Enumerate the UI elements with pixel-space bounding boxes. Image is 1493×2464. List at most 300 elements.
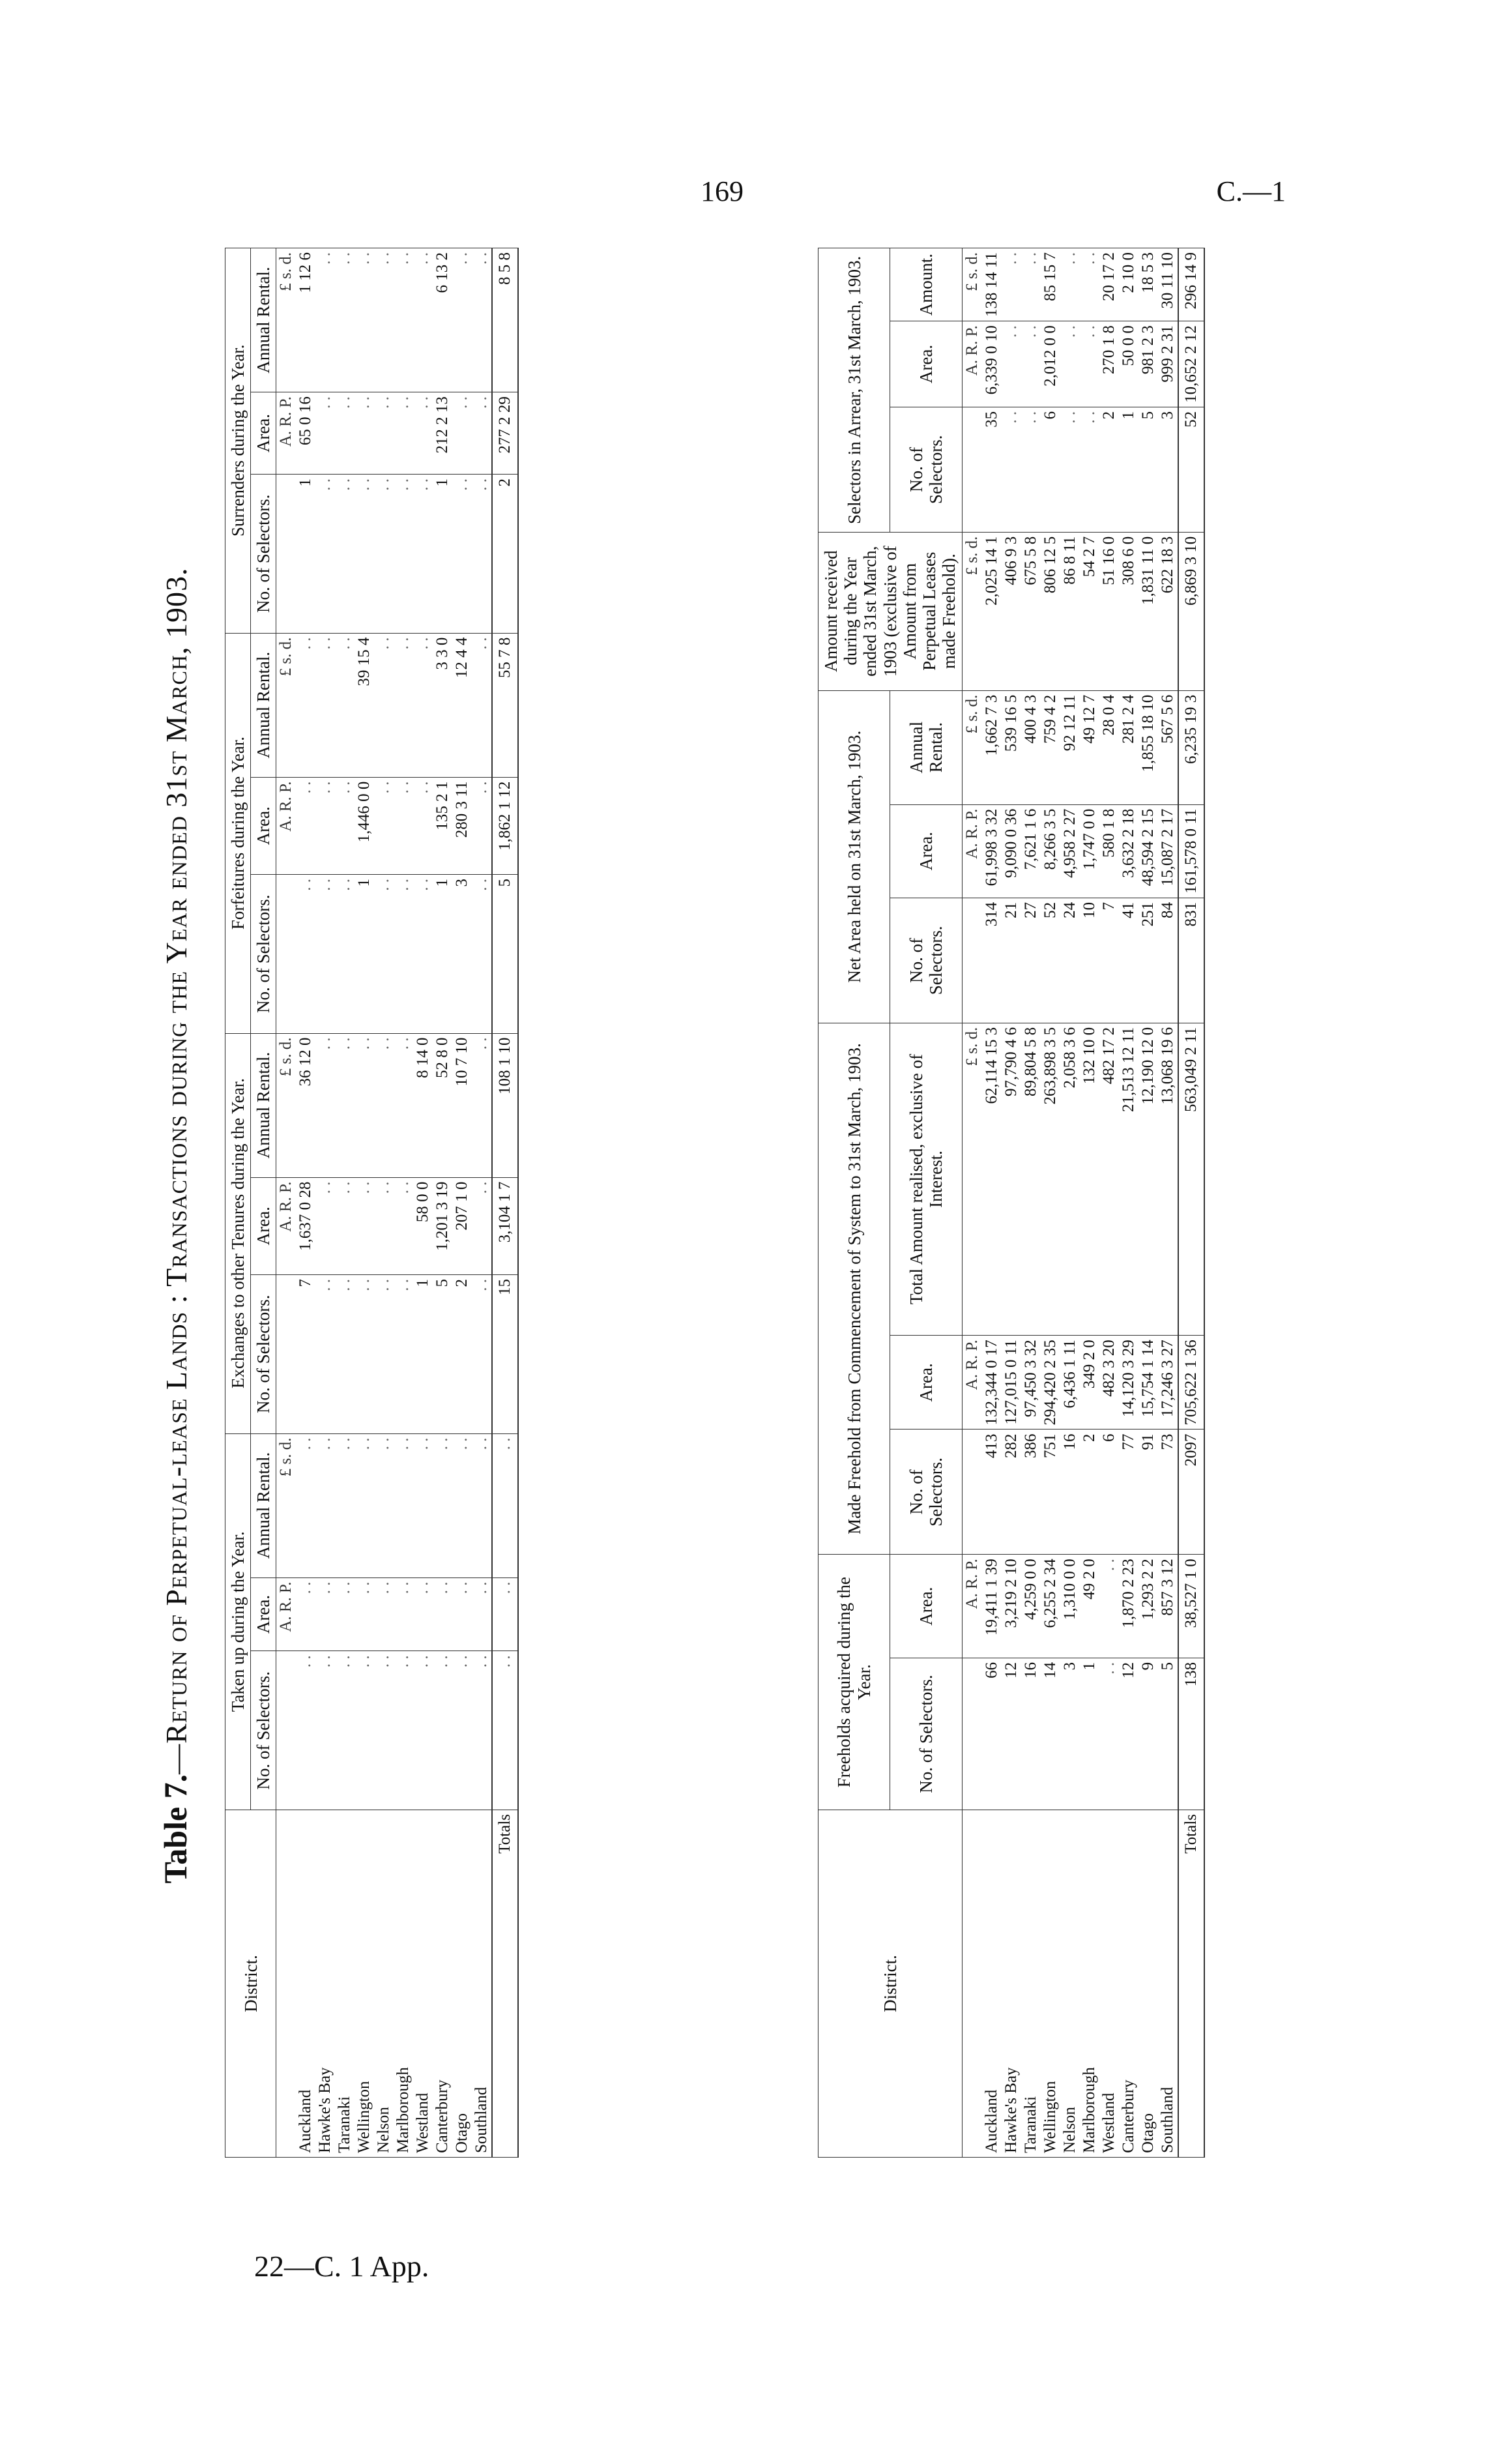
- total-cell-su-rent: 8 5 8: [492, 248, 518, 392]
- table-cell-recv: 86 8 11: [1060, 532, 1080, 690]
- col-area: Area.: [890, 1555, 962, 1658]
- table-cell-na-sel: 52: [1041, 898, 1060, 1023]
- table-cell-su-area: 212 2 13: [433, 392, 452, 475]
- table-cell-su-area: . .: [335, 392, 355, 475]
- table-cell-fh-area: 1,310 0 0: [1060, 1555, 1080, 1658]
- table-cell-na-rent: 1,662 7 3: [982, 690, 1002, 804]
- table-cell-ex-sel: . .: [355, 1274, 374, 1433]
- table-cell-fo-rent: . .: [374, 633, 394, 777]
- table-cell-fh-area: . .: [1099, 1555, 1119, 1658]
- table-cell-ex-rent: 8 14 0: [413, 1033, 433, 1177]
- table-cell-su-rent: . .: [335, 248, 355, 392]
- table-cell-tu-sel: . .: [374, 1651, 394, 1810]
- table-cell-ar-sel: 35: [982, 407, 1002, 532]
- table-cell-na-sel: 251: [1138, 898, 1158, 1023]
- total-cell-ex-rent: 108 1 10: [492, 1033, 518, 1177]
- table-cell-ar-sel: 5: [1138, 407, 1158, 532]
- table-row: [982, 248, 1002, 2158]
- table-cell-na-sel: 84: [1158, 898, 1178, 1023]
- table-cell-ex-rent: 10 7 10: [452, 1033, 472, 1177]
- table-cell-ex-area: . .: [335, 1177, 355, 1274]
- table-cell-mf-sel: 6: [1099, 1430, 1119, 1555]
- table-cell-ar-sel: . .: [1021, 407, 1041, 532]
- table-cell-tu-area: . .: [335, 1577, 355, 1651]
- table-cell-tu-sel: . .: [492, 1651, 518, 1810]
- table-cell-tu-sel: . .: [296, 1651, 315, 1810]
- district-header: District.: [819, 1810, 963, 2158]
- area-unit-label: A. R. P.: [962, 804, 982, 898]
- table-cell-na-rent: 539 16 5: [1002, 690, 1021, 804]
- table-cell-fo-rent: . .: [315, 633, 335, 777]
- table-cell-ar-sel: . .: [1002, 407, 1021, 532]
- table-cell-fo-rent: . .: [296, 633, 315, 777]
- table-cell-mf-total: 62,114 15 3: [982, 1023, 1002, 1336]
- table-cell-mf-area: 349 2 0: [1080, 1336, 1099, 1430]
- freehold-and-arrears-table: [818, 248, 1205, 2158]
- money-unit-label: £ s. d.: [276, 1033, 297, 1177]
- table-cell-fh-sel: 138: [1178, 1658, 1204, 1810]
- table-cell-mf-sel: 413: [982, 1430, 1002, 1555]
- table-cell-ex-sel: . .: [472, 1274, 492, 1433]
- table-cell-mf-sel: 77: [1119, 1430, 1138, 1555]
- table-cell-tu-area: . .: [355, 1577, 374, 1651]
- table-cell-tu-rent: . .: [413, 1433, 433, 1577]
- table-cell-na-rent: 567 5 6: [1158, 690, 1178, 804]
- table-cell-fh-area: 49 2 0: [1080, 1555, 1099, 1658]
- table-cell-fo-area: 280 3 11: [452, 777, 472, 874]
- table-row: [1138, 248, 1158, 2158]
- table-cell-ar-area: 50 0 0: [1119, 321, 1138, 407]
- table-cell-fo-rent: . .: [394, 633, 413, 777]
- district-name: Otago: [1138, 1810, 1158, 2158]
- table2-body: [982, 248, 1204, 2158]
- district-name: Marlborough: [394, 1810, 413, 2158]
- district-name: Otago: [452, 1810, 472, 2158]
- col-no-selectors: No. of Selectors.: [890, 1430, 962, 1555]
- table-cell-ar-sel: . .: [1080, 407, 1099, 532]
- total-cell-fo-rent: 55 7 8: [492, 633, 518, 777]
- col-no-selectors: No. of Selectors.: [251, 1651, 276, 1810]
- district-name: Wellington: [1041, 1810, 1060, 2158]
- money-unit-label: £ s. d.: [276, 633, 297, 777]
- table-cell-ar-amt: . .: [1080, 248, 1099, 321]
- table-cell-mf-area: 132,344 0 17: [982, 1336, 1002, 1430]
- table-cell-ar-amt: . .: [1060, 248, 1080, 321]
- table-cell-na-sel: 27: [1021, 898, 1041, 1023]
- col-annual-rental: Annual Rental.: [890, 690, 962, 804]
- col-area: Area.: [251, 777, 276, 874]
- total-cell-ex-area: 3,104 1 7: [492, 1177, 518, 1274]
- table-cell-mf-area: 6,436 1 11: [1060, 1336, 1080, 1430]
- table-cell-fh-sel: 66: [982, 1658, 1002, 1810]
- col-no-selectors: No. of Selectors.: [890, 407, 962, 532]
- amount-received-header: Amount received during the Year ended 31st March, 1903 (exclusive of Amount from Perpetual Leases made Freehold).: [819, 532, 963, 690]
- table-cell-mf-total: 13,068 19 6: [1158, 1023, 1178, 1336]
- table-cell-fh-sel: 9: [1138, 1658, 1158, 1810]
- total-cell-fo-area: 1,862 1 12: [492, 777, 518, 874]
- table-cell-ex-area: 207 1 0: [452, 1177, 472, 1274]
- table-cell-ex-rent: . .: [472, 1033, 492, 1177]
- totals-row: [492, 248, 518, 2158]
- table-cell-mf-area: 97,450 3 32: [1021, 1336, 1041, 1430]
- col-annual-rental: Annual Rental.: [251, 248, 276, 392]
- table-cell-mf-area: 127,015 0 11: [1002, 1336, 1021, 1430]
- total-cell-su-sel: 2: [492, 475, 518, 634]
- total-cell-su-area: 277 2 29: [492, 392, 518, 475]
- table-cell-su-area: . .: [452, 392, 472, 475]
- table-cell-recv: 308 6 0: [1119, 532, 1138, 690]
- table-cell-fo-area: . .: [374, 777, 394, 874]
- table-cell-recv: 406 9 3: [1002, 532, 1021, 690]
- area-unit-label: A. R. P.: [276, 1577, 297, 1651]
- table-cell-mf-total: 12,190 12 0: [1138, 1023, 1158, 1336]
- table-cell-fh-area: 1,293 2 2: [1138, 1555, 1158, 1658]
- table-cell-ex-area: 1,637 0 28: [296, 1177, 315, 1274]
- freeholds-header: Freeholds acquired during the Year.: [819, 1555, 890, 1810]
- table-cell-ar-area: 2,012 0 0: [1041, 321, 1060, 407]
- total-cell-na-area: 161,578 0 11: [1178, 804, 1204, 898]
- exchanges-header: Exchanges to other Tenures during the Year.: [225, 1033, 251, 1433]
- table-cell-tu-sel: . .: [335, 1651, 355, 1810]
- table-cell-na-rent: 759 4 2: [1041, 690, 1060, 804]
- table-cell-mf-sel: 751: [1041, 1430, 1060, 1555]
- table-cell-fh-area: 1,870 2 23: [1119, 1555, 1138, 1658]
- table-cell-su-rent: . .: [452, 248, 472, 392]
- table-cell-ex-area: . .: [472, 1177, 492, 1274]
- total-cell-tu-area: . .: [492, 1577, 518, 1651]
- table-row: [1119, 248, 1138, 2158]
- col-total-amount: Total Amount realised, exclusive of Interest.: [890, 1023, 962, 1336]
- table-cell-ar-amt: 18 5 3: [1138, 248, 1158, 321]
- table-cell-su-area: 65 0 16: [296, 392, 315, 475]
- table-cell-su-area: . .: [355, 392, 374, 475]
- col-no-selectors: No. of Selectors.: [251, 475, 276, 634]
- table-cell-recv: 622 18 3: [1158, 532, 1178, 690]
- table-cell-ar-amt: 2 10 0: [1119, 248, 1138, 321]
- col-no-selectors: No. of Selectors.: [251, 874, 276, 1033]
- col-area: Area.: [890, 1336, 962, 1430]
- table-cell-fo-sel: . .: [394, 874, 413, 1033]
- total-cell-fh-area: 38,527 1 0: [1178, 1555, 1204, 1658]
- total-cell-ar-amt: 296 14 9: [1178, 248, 1204, 321]
- area-unit-label: A. R. P.: [962, 1336, 982, 1430]
- totals-label: Totals: [1178, 1810, 1204, 2158]
- total-cell-tu-rent: . .: [492, 1433, 518, 1577]
- table-cell-na-area: 9,090 0 36: [1002, 804, 1021, 898]
- table-cell-tu-sel: . .: [394, 1651, 413, 1810]
- table-cell-tu-area: . .: [315, 1577, 335, 1651]
- table-cell-fo-rent: . .: [335, 633, 355, 777]
- table-cell-na-area: 580 1 8: [1099, 804, 1119, 898]
- table-cell-fo-area: 1,446 0 0: [355, 777, 374, 874]
- table-cell-fh-sel: 1: [1080, 1658, 1099, 1810]
- table-cell-fh-sel: . .: [1099, 1658, 1119, 1810]
- table-cell-na-rent: 400 4 3: [1021, 690, 1041, 804]
- table-cell-tu-rent: . .: [315, 1433, 335, 1577]
- table-cell-fh-sel: 12: [1002, 1658, 1021, 1810]
- table-cell-fo-sel: . .: [374, 874, 394, 1033]
- table-cell-tu-rent: . .: [374, 1433, 394, 1577]
- table-cell-ar-amt: 30 11 10: [1158, 248, 1178, 321]
- totals-label: Totals: [492, 1810, 518, 2158]
- table-cell-fo-rent: 12 4 4: [452, 633, 472, 777]
- table-cell-mf-total: 97,790 4 6: [1002, 1023, 1021, 1336]
- table-title: [156, 248, 194, 2203]
- table-cell-ar-area: 981 2 3: [1138, 321, 1158, 407]
- table-cell-tu-sel: . .: [413, 1651, 433, 1810]
- table-cell-na-rent: 1,855 18 10: [1138, 690, 1158, 804]
- table-cell-ar-amt: . .: [1002, 248, 1021, 321]
- col-area: Area.: [890, 321, 962, 407]
- money-unit-label: £ s. d.: [276, 248, 297, 392]
- table-cell-fo-sel: . .: [472, 874, 492, 1033]
- col-area: Area.: [251, 1177, 276, 1274]
- table-cell-su-area: . .: [413, 392, 433, 475]
- table-cell-ex-rent: . .: [394, 1033, 413, 1177]
- table-cell-tu-rent: . .: [394, 1433, 413, 1577]
- table-cell-tu-sel: . .: [315, 1651, 335, 1810]
- table-cell-su-rent: . .: [355, 248, 374, 392]
- table-cell-mf-area: 17,246 3 27: [1158, 1336, 1178, 1430]
- table-cell-fo-sel: . .: [296, 874, 315, 1033]
- total-cell-recv: 6,869 3 10: [1178, 532, 1204, 690]
- totals-row: [1178, 248, 1204, 2158]
- total-cell-ar-area: 10,652 2 12: [1178, 321, 1204, 407]
- table-cell-recv: 1,831 11 0: [1138, 532, 1158, 690]
- district-name: Hawke's Bay: [1002, 1810, 1021, 2158]
- table-row: [1158, 248, 1178, 2158]
- total-cell-na-rent: 6,235 19 3: [1178, 690, 1204, 804]
- table-cell-na-area: 4,958 2 27: [1060, 804, 1080, 898]
- table-cell-mf-total: 132 10 0: [1080, 1023, 1099, 1336]
- table-row: [394, 248, 413, 2158]
- arrears-header: Selectors in Arrear, 31st March, 1903.: [819, 248, 890, 533]
- table-cell-tu-area: . .: [374, 1577, 394, 1651]
- table-cell-ex-sel: 5: [433, 1274, 452, 1433]
- district-name: Canterbury: [433, 1810, 452, 2158]
- table-cell-fh-area: 3,219 2 10: [1002, 1555, 1021, 1658]
- table-cell-ex-sel: . .: [394, 1274, 413, 1433]
- table-cell-na-area: 48,594 2 15: [1138, 804, 1158, 898]
- table-cell-fo-sel: . .: [413, 874, 433, 1033]
- table-cell-su-rent: . .: [413, 248, 433, 392]
- table-cell-ar-area: 999 2 31: [1158, 321, 1178, 407]
- table-cell-fo-area: . .: [472, 777, 492, 874]
- col-area: Area.: [251, 1577, 276, 1651]
- table-cell-ex-rent: . .: [374, 1033, 394, 1177]
- table-cell-su-rent: . .: [472, 248, 492, 392]
- table-cell-na-rent: 28 0 4: [1099, 690, 1119, 804]
- table-cell-ex-area: 58 0 0: [413, 1177, 433, 1274]
- footer-signature: 22—C. 1 App.: [254, 2250, 429, 2283]
- table-cell-tu-rent: . .: [472, 1433, 492, 1577]
- table-cell-ex-sel: . .: [315, 1274, 335, 1433]
- net-area-header: Net Area held on 31st March, 1903.: [819, 690, 890, 1023]
- table-cell-na-area: 8,266 3 5: [1041, 804, 1060, 898]
- table-cell-ar-amt: 85 15 7: [1041, 248, 1060, 321]
- table-cell-fo-sel: 1: [355, 874, 374, 1033]
- table-cell-ex-sel: 7: [296, 1274, 315, 1433]
- made-freehold-header: Made Freehold from Commencement of System to 31st March, 1903.: [819, 1023, 890, 1555]
- table-row: [413, 248, 433, 2158]
- rotated-content: [156, 248, 1329, 2203]
- table-cell-na-rent: 49 12 7: [1080, 690, 1099, 804]
- district-name: Hawke's Bay: [315, 1810, 335, 2158]
- table-cell-mf-sel: 282: [1002, 1430, 1021, 1555]
- table-cell-su-sel: . .: [413, 475, 433, 634]
- landscape-page: [156, 248, 1329, 2203]
- table-cell-tu-area: . .: [452, 1577, 472, 1651]
- total-cell-na-sel: 831: [1178, 898, 1204, 1023]
- table-cell-mf-area: 15,754 1 14: [1138, 1336, 1158, 1430]
- table-cell-fh-area: 857 3 12: [1158, 1555, 1178, 1658]
- money-unit-label: £ s. d.: [962, 248, 982, 321]
- table-cell-na-area: 15,087 2 17: [1158, 804, 1178, 898]
- table-cell-tu-sel: . .: [472, 1651, 492, 1810]
- table-cell-su-area: . .: [472, 392, 492, 475]
- table-cell-mf-total: 21,513 12 11: [1119, 1023, 1138, 1336]
- table1-body: [296, 248, 518, 2158]
- table-cell-na-area: 61,998 3 32: [982, 804, 1002, 898]
- table-cell-na-sel: 10: [1080, 898, 1099, 1023]
- table-cell-tu-area: . .: [472, 1577, 492, 1651]
- table-cell-ar-amt: 20 17 2: [1099, 248, 1119, 321]
- col-no-selectors: No. of Selectors.: [890, 1658, 962, 1810]
- table-cell-ar-area: . .: [1060, 321, 1080, 407]
- table-cell-tu-sel: . .: [355, 1651, 374, 1810]
- total-cell-mf-area: 705,622 1 36: [1178, 1336, 1204, 1430]
- district-name: Taranaki: [335, 1810, 355, 2158]
- money-unit-label: £ s. d.: [962, 1023, 982, 1336]
- district-name: Southland: [1158, 1810, 1178, 2158]
- table-cell-recv: 806 12 5: [1041, 532, 1060, 690]
- district-name: Nelson: [1060, 1810, 1080, 2158]
- table-cell-fo-area: 135 2 1: [433, 777, 452, 874]
- table-cell-ex-area: . .: [374, 1177, 394, 1274]
- money-unit-label: £ s. d.: [962, 690, 982, 804]
- table-cell-na-area: 7,621 1 6: [1021, 804, 1041, 898]
- money-unit-label: £ s. d.: [276, 1433, 297, 1577]
- table-row: [452, 248, 472, 2158]
- table-row: [1060, 248, 1080, 2158]
- table-cell-ar-area: . .: [1002, 321, 1021, 407]
- table-cell-su-sel: . .: [315, 475, 335, 634]
- table-cell-na-sel: 7: [1099, 898, 1119, 1023]
- table-cell-fh-area: 4,259 0 0: [1021, 1555, 1041, 1658]
- col-area: Area.: [251, 392, 276, 475]
- table-row: [1002, 248, 1021, 2158]
- table-cell-ex-area: . .: [394, 1177, 413, 1274]
- table-cell-ar-sel: 1: [1119, 407, 1138, 532]
- table-cell-fo-area: . .: [394, 777, 413, 874]
- table-cell-su-sel: . .: [355, 475, 374, 634]
- area-unit-label: A. R. P.: [962, 1555, 982, 1658]
- table-cell-tu-rent: . .: [335, 1433, 355, 1577]
- total-cell-ar-sel: 52: [1178, 407, 1204, 532]
- table-cell-tu-rent: . .: [296, 1433, 315, 1577]
- district-name: Southland: [472, 1810, 492, 2158]
- table-cell-ex-rent: . .: [355, 1033, 374, 1177]
- table-cell-su-rent: 6 13 2: [433, 248, 452, 392]
- table-cell-recv: 2,025 14 1: [982, 532, 1002, 690]
- table-cell-ex-area: . .: [355, 1177, 374, 1274]
- table-row: [1099, 248, 1119, 2158]
- table-cell-na-area: 3,632 2 18: [1119, 804, 1138, 898]
- perpetual-lease-transactions-table: [225, 248, 519, 2158]
- table-cell-ar-sel: 3: [1158, 407, 1178, 532]
- table-cell-ar-amt: . .: [1021, 248, 1041, 321]
- table-cell-su-sel: 1: [433, 475, 452, 634]
- table-cell-tu-sel: . .: [433, 1651, 452, 1810]
- col-no-selectors: No. of Selectors.: [251, 1274, 276, 1433]
- table-cell-na-sel: 21: [1002, 898, 1021, 1023]
- table-cell-fo-sel: . .: [315, 874, 335, 1033]
- table-cell-ar-sel: 2: [1099, 407, 1119, 532]
- district-name: Westland: [1099, 1810, 1119, 2158]
- table-cell-ex-rent: . .: [335, 1033, 355, 1177]
- table-cell-su-sel: . .: [374, 475, 394, 634]
- table-cell-na-sel: 24: [1060, 898, 1080, 1023]
- page-number: 169: [701, 175, 744, 207]
- table-cell-tu-area: . .: [433, 1577, 452, 1651]
- col-annual-rental: Annual Rental.: [251, 1033, 276, 1177]
- table-cell-mf-sel: 16: [1060, 1430, 1080, 1555]
- table-cell-fo-area: . .: [335, 777, 355, 874]
- col-annual-rental: Annual Rental.: [251, 633, 276, 777]
- table-cell-tu-sel: . .: [452, 1651, 472, 1810]
- table-row: [1041, 248, 1060, 2158]
- table-number: Table 7.: [157, 1774, 194, 1884]
- table-cell-ar-area: . .: [1080, 321, 1099, 407]
- table-cell-su-sel: . .: [472, 475, 492, 634]
- table-row: [315, 248, 335, 2158]
- district-name: Auckland: [296, 1810, 315, 2158]
- area-unit-label: A. R. P.: [276, 392, 297, 475]
- table-cell-ex-sel: 2: [452, 1274, 472, 1433]
- table-cell-fh-sel: 12: [1119, 1658, 1138, 1810]
- table-cell-fh-area: 19,411 1 39: [982, 1555, 1002, 1658]
- table-cell-recv: 51 16 0: [1099, 532, 1119, 690]
- table-cell-ex-sel: 1: [413, 1274, 433, 1433]
- table-cell-ex-area: 1,201 3 19: [433, 1177, 452, 1274]
- table-cell-su-rent: . .: [315, 248, 335, 392]
- table-cell-fh-area: 6,255 2 34: [1041, 1555, 1060, 1658]
- table-cell-fh-sel: 16: [1021, 1658, 1041, 1810]
- district-name: Auckland: [982, 1810, 1002, 2158]
- col-amount: Amount.: [890, 248, 962, 321]
- table-cell-fo-rent: . .: [413, 633, 433, 777]
- table-cell-su-sel: . .: [452, 475, 472, 634]
- table-cell-ex-rent: . .: [315, 1033, 335, 1177]
- table-cell-ex-rent: 52 8 0: [433, 1033, 452, 1177]
- table-cell-ar-sel: . .: [1060, 407, 1080, 532]
- table-row: [335, 248, 355, 2158]
- table-cell-su-sel: 1: [296, 475, 315, 634]
- table-row: [296, 248, 315, 2158]
- table-cell-su-rent: 1 12 6: [296, 248, 315, 392]
- table-cell-fo-rent: . .: [472, 633, 492, 777]
- table-cell-fo-rent: 39 15 4: [355, 633, 374, 777]
- document-reference: C.—1: [1216, 175, 1286, 207]
- col-annual-rental: Annual Rental.: [251, 1433, 276, 1577]
- total-cell-mf-total: 563,049 2 11: [1178, 1023, 1204, 1336]
- table-cell-fh-sel: 5: [1158, 1658, 1178, 1810]
- table-cell-su-rent: . .: [374, 248, 394, 392]
- table-cell-tu-area: . .: [394, 1577, 413, 1651]
- table-cell-fo-sel: 1: [433, 874, 452, 1033]
- district-name: Wellington: [355, 1810, 374, 2158]
- table-cell-mf-total: 263,898 3 5: [1041, 1023, 1060, 1336]
